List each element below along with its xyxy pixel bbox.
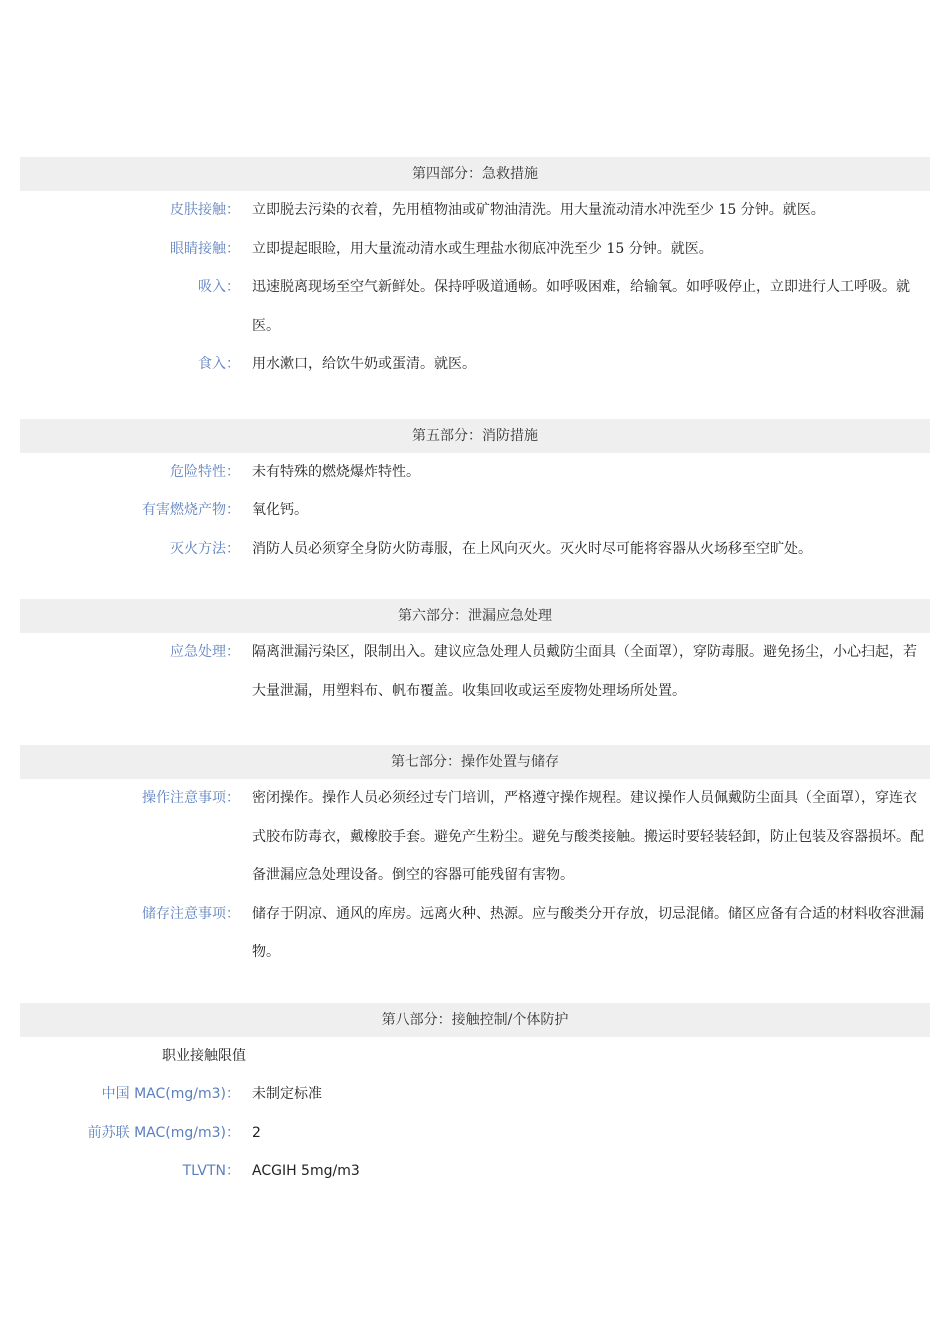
exposure-limits-heading: 职业接触限值 <box>162 1047 246 1064</box>
section-exposure-control <box>20 1003 930 1191</box>
row-ingestion <box>20 345 930 384</box>
row-china-mac <box>20 1075 930 1114</box>
row-emergency-handling <box>20 633 930 710</box>
row-skin-contact <box>20 191 930 230</box>
field-label: 储存注意事项： <box>142 905 240 922</box>
row-extinguishing-method <box>20 530 930 569</box>
field-value: 隔离泄漏污染区，限制出入。建议应急处理人员戴防尘面具（全面罩），穿防毒服。避免扬尘，小心扫起，若大量泄漏，用塑料布、帆布覆盖。收集回收或运至废物处理场所处置。 <box>252 644 917 699</box>
row-ussr-mac <box>20 1114 930 1153</box>
field-value: 氧化钙。 <box>252 502 308 518</box>
row-combustion-products <box>20 491 930 530</box>
field-value: 消防人员必须穿全身防火防毒服，在上风向灭火。灭火时尽可能将容器从火场移至空旷处。 <box>252 540 812 557</box>
section-header: 第八部分：接触控制/个体防护 <box>20 1003 930 1037</box>
spacer <box>20 384 930 419</box>
field-label: 吸入： <box>198 279 240 295</box>
row-storage-precautions <box>20 895 930 972</box>
field-label: 食入： <box>198 356 240 372</box>
field-label: 危险特性： <box>170 463 240 480</box>
field-value: ACGIH 5mg/m3 <box>252 1163 360 1179</box>
section-first-aid <box>20 157 930 384</box>
field-label: TLVTN： <box>182 1163 240 1179</box>
field-label: 眼睛接触： <box>170 240 240 257</box>
section-handling-storage <box>20 745 930 972</box>
section-spill-response <box>20 599 930 710</box>
field-label: 皮肤接触： <box>170 202 240 218</box>
row-tlvtn <box>20 1152 930 1191</box>
field-label: 中国 MAC(mg/m3)： <box>101 1086 240 1102</box>
field-value: 用水漱口，给饮牛奶或蛋清。就医。 <box>252 356 476 372</box>
spacer <box>20 568 930 599</box>
row-hazard-property <box>20 453 930 492</box>
field-label: 灭火方法： <box>170 540 240 557</box>
field-value: 未有特殊的燃烧爆炸特性。 <box>252 463 420 480</box>
field-value: 密闭操作。操作人员必须经过专门培训，严格遵守操作规程。建议操作人员佩戴防尘面具（全面罩），穿连衣式胶布防毒衣，戴橡胶手套。避免产生粉尘。避免与酸类接触。搬运时要轻装轻卸，防止包装及容器损坏。配备泄漏应急处理设备。倒空的容器可能残留有害物。 <box>252 790 924 883</box>
row-handling-precautions <box>20 779 930 895</box>
field-value: 2 <box>252 1124 261 1141</box>
field-label: 前苏联 MAC(mg/m3)： <box>87 1124 240 1141</box>
field-value: 储存于阴凉、通风的库房。远离火种、热源。应与酸类分开存放，切忌混储。储区应备有合适的材料收容泄漏物。 <box>252 905 924 960</box>
section-header: 第五部分：消防措施 <box>20 419 930 453</box>
row-inhalation <box>20 268 930 345</box>
spacer <box>20 710 930 745</box>
field-value: 立即脱去污染的衣着，先用植物油或矿物油清洗。用大量流动清水冲洗至少 15 分钟。就医。 <box>252 202 825 218</box>
field-label: 有害燃烧产物： <box>142 502 240 518</box>
field-value: 迅速脱离现场至空气新鲜处。保持呼吸道通畅。如呼吸困难，给输氧。如呼吸停止，立即进行人工呼吸。就医。 <box>252 279 910 334</box>
field-label: 应急处理： <box>170 644 240 660</box>
field-label: 操作注意事项： <box>142 790 240 806</box>
document-page <box>20 157 930 1191</box>
section-header: 第七部分：操作处置与储存 <box>20 745 930 779</box>
spacer <box>20 972 930 1003</box>
field-value: 立即提起眼睑，用大量流动清水或生理盐水彻底冲洗至少 15 分钟。就医。 <box>252 240 713 257</box>
section-fire-fighting <box>20 419 930 569</box>
row-eye-contact <box>20 230 930 269</box>
field-value: 未制定标准 <box>252 1086 322 1102</box>
section-header: 第六部分：泄漏应急处理 <box>20 599 930 633</box>
section-header: 第四部分：急救措施 <box>20 157 930 191</box>
